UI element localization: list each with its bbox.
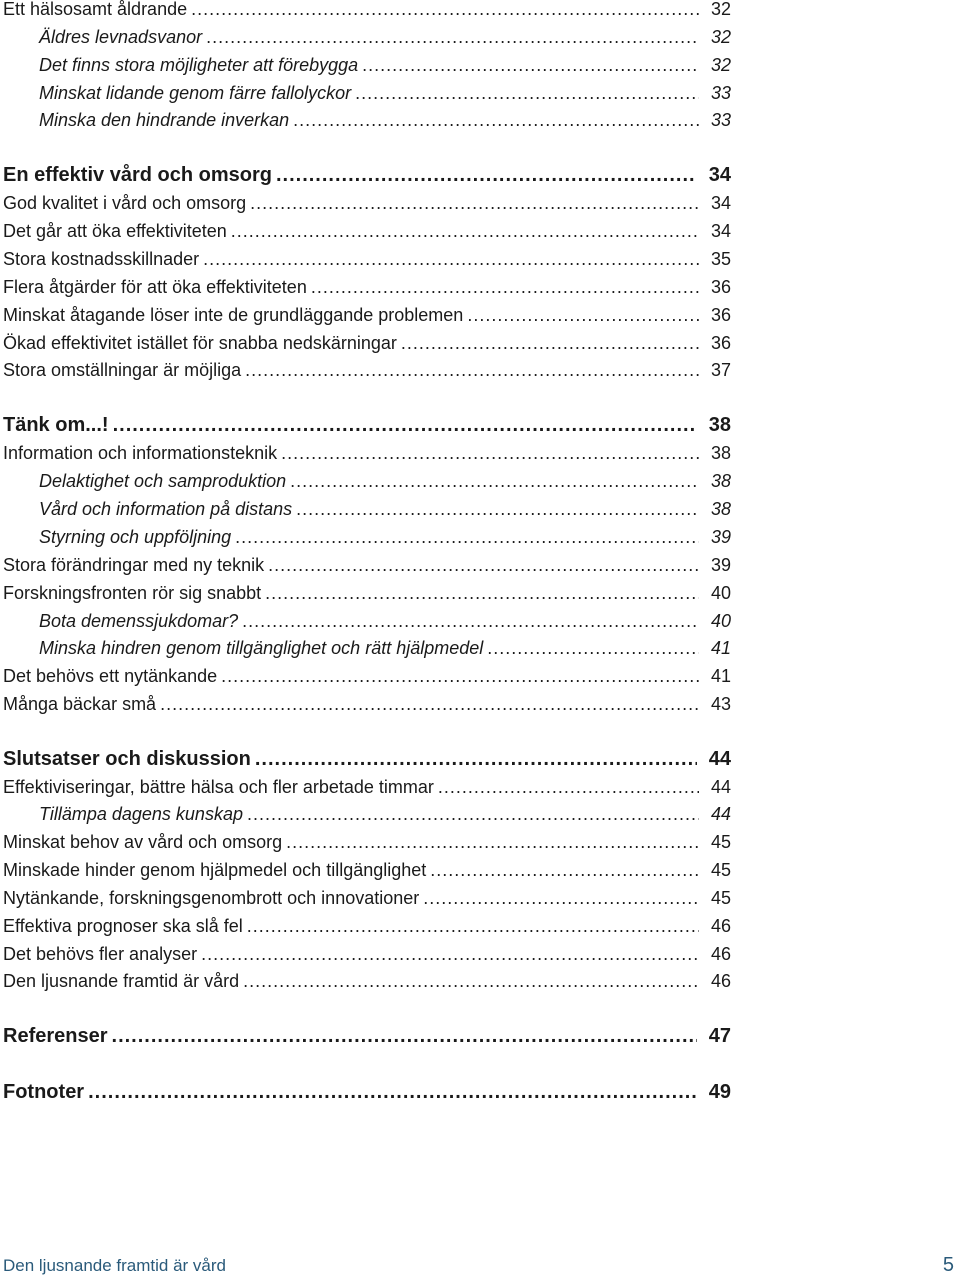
toc-entry[interactable] [3, 468, 731, 494]
toc-entry-page-number: 38 [710, 499, 731, 519]
toc-entry[interactable] [3, 357, 731, 383]
toc-entry-page-number: 34 [708, 164, 731, 186]
toc-entry-title: Information och informationsteknik [3, 443, 278, 463]
toc-entry-title: Styrning och uppföljning [39, 527, 232, 547]
toc-entry[interactable] [3, 774, 731, 800]
dot-leader [438, 774, 699, 800]
dot-leader [221, 663, 699, 689]
toc-entry-title: Fotnoter [3, 1081, 85, 1103]
toc-entry[interactable] [3, 524, 731, 550]
toc-entry[interactable] [3, 218, 731, 244]
toc-entry[interactable] [3, 24, 731, 50]
toc-entry-title: Minska den hindrande inverkan [39, 110, 290, 130]
toc-entry[interactable] [3, 52, 731, 78]
toc-entry-page-number: 33 [710, 110, 731, 130]
dot-leader [250, 190, 699, 216]
dot-leader [286, 829, 699, 855]
toc-entry-page-number: 44 [710, 777, 731, 797]
toc-entry[interactable] [3, 440, 731, 466]
toc-entry-title: Slutsatser och diskussion [3, 748, 251, 770]
dot-leader [265, 580, 699, 606]
toc-entry-page-number: 37 [710, 360, 731, 380]
toc-entry-title: Delaktighet och samproduktion [39, 471, 287, 491]
toc-entry-title: Stora omställningar är möjliga [3, 360, 242, 380]
dot-leader [235, 524, 699, 550]
dot-leader [201, 941, 699, 967]
dot-leader [430, 857, 699, 883]
dot-leader [467, 302, 699, 328]
dot-leader [191, 0, 699, 22]
toc-entry-page-number: 32 [710, 0, 731, 19]
toc-entry[interactable] [3, 691, 731, 717]
toc-entry-title: Effektiviseringar, bättre hälsa och fler arbetade timmar [3, 777, 434, 797]
footer-publication-title: Den ljusnande framtid är vård [3, 1256, 227, 1275]
toc-entry-title: Minskade hinder genom hjälpmedel och tillgänglighet [3, 860, 427, 880]
toc-entry[interactable] [3, 635, 731, 661]
toc-entry-page-number: 47 [708, 1025, 731, 1047]
toc-heading[interactable] [3, 746, 731, 772]
toc-entry-title: Det finns stora möjligheter att förebygga [39, 55, 359, 75]
page-number: 5 [942, 1254, 954, 1276]
toc-entry-page-number: 41 [710, 666, 731, 686]
toc-entry-title: Flera åtgärder för att öka effektiviteten [3, 277, 307, 297]
toc-entry[interactable] [3, 829, 731, 855]
toc-heading[interactable] [3, 1079, 731, 1105]
toc-entry-title: Minskat åtagande löser inte de grundläggande problemen [3, 305, 464, 325]
toc-entry[interactable] [3, 857, 731, 883]
toc-entry[interactable] [3, 885, 731, 911]
toc-entry-page-number: 46 [710, 944, 731, 964]
toc-entry-title: Minskat lidande genom färre fallolyckor [39, 83, 352, 103]
toc-entry[interactable] [3, 913, 731, 939]
dot-leader [112, 1023, 697, 1049]
toc-entry-title: Nytänkande, forskningsgenombrott och innovationer [3, 888, 420, 908]
dot-leader [247, 913, 699, 939]
toc-entry-page-number: 38 [710, 443, 731, 463]
toc-entry[interactable] [3, 190, 731, 216]
toc-entry-title: Äldres levnadsvanor [39, 27, 203, 47]
toc-entry-page-number: 35 [710, 249, 731, 269]
toc-entry-page-number: 40 [710, 583, 731, 603]
toc-entry-title: En effektiv vård och omsorg [3, 164, 272, 186]
toc-entry-page-number: 33 [710, 83, 731, 103]
toc-entry-page-number: 41 [710, 638, 731, 658]
toc-entry-title: Stora kostnadsskillnader [3, 249, 200, 269]
toc-entry-title: Vård och information på distans [39, 499, 293, 519]
toc-entry-page-number: 32 [710, 55, 731, 75]
toc-entry[interactable] [3, 246, 731, 272]
toc-entry-title: Den ljusnande framtid är vård [3, 971, 240, 991]
toc-entry[interactable] [3, 968, 731, 994]
dot-leader [160, 691, 699, 717]
toc-entry[interactable] [3, 107, 731, 133]
dot-leader [206, 24, 699, 50]
toc-entry[interactable] [3, 330, 731, 356]
toc-entry[interactable] [3, 663, 731, 689]
toc-entry-page-number: 38 [710, 471, 731, 491]
toc-entry-title: Det behövs fler analyser [3, 944, 198, 964]
dot-leader [88, 1079, 697, 1105]
toc-entry-title: Det behövs ett nytänkande [3, 666, 218, 686]
toc-entry-page-number: 45 [710, 888, 731, 908]
toc-entry-title: God kvalitet i vård och omsorg [3, 193, 247, 213]
toc-entry[interactable] [3, 80, 731, 106]
toc-entry-page-number: 40 [710, 611, 731, 631]
toc-entry-title: Många bäckar små [3, 694, 157, 714]
toc-entry-title: Ökad effektivitet istället för snabba nedskärningar [3, 333, 397, 353]
toc-heading[interactable] [3, 412, 731, 438]
toc-entry[interactable] [3, 0, 731, 22]
toc-entry-page-number: 34 [710, 221, 731, 241]
dot-leader [487, 635, 699, 661]
dot-leader [247, 801, 699, 827]
dot-leader [245, 357, 699, 383]
toc-entry-page-number: 46 [710, 916, 731, 936]
dot-leader [113, 412, 697, 438]
toc-entry-page-number: 34 [710, 193, 731, 213]
toc-entry-title: Referenser [3, 1025, 108, 1047]
toc-entry-page-number: 38 [708, 414, 731, 436]
toc-entry[interactable] [3, 580, 731, 606]
dot-leader [362, 52, 699, 78]
toc-entry-page-number: 45 [710, 860, 731, 880]
toc-entry-page-number: 36 [710, 305, 731, 325]
toc-entry-title: Tänk om...! [3, 414, 109, 436]
toc-entry-title: Minskat behov av vård och omsorg [3, 832, 283, 852]
toc-entry-page-number: 36 [710, 277, 731, 297]
toc-entry-title: Minska hindren genom tillgänglighet och rätt hjälpmedel [39, 638, 484, 658]
dot-leader [242, 608, 699, 634]
dot-leader [290, 468, 699, 494]
toc-entry-page-number: 44 [710, 804, 731, 824]
dot-leader [243, 968, 699, 994]
toc-entry-title: Det går att öka effektiviteten [3, 221, 227, 241]
toc-entry-title: Ett hälsosamt åldrande [3, 0, 188, 19]
toc-entry[interactable] [3, 496, 731, 522]
toc-entry[interactable] [3, 941, 731, 967]
toc-entry-page-number: 43 [710, 694, 731, 714]
toc-entry-page-number: 39 [710, 555, 731, 575]
dot-leader [293, 107, 699, 133]
toc-entry[interactable] [3, 608, 731, 634]
toc-heading[interactable] [3, 1023, 731, 1049]
dot-leader [423, 885, 699, 911]
toc-entry-page-number: 44 [708, 748, 731, 770]
dot-leader [281, 440, 699, 466]
dot-leader [255, 746, 697, 772]
toc-entry[interactable] [3, 801, 731, 827]
toc-entry-page-number: 36 [710, 333, 731, 353]
dot-leader [231, 218, 699, 244]
toc-entry[interactable] [3, 274, 731, 300]
toc-entry-page-number: 45 [710, 832, 731, 852]
dot-leader [311, 274, 699, 300]
dot-leader [203, 246, 699, 272]
toc-entry-title: Stora förändringar med ny teknik [3, 555, 265, 575]
dot-leader [268, 552, 699, 578]
dot-leader [355, 80, 699, 106]
toc-entry[interactable] [3, 302, 731, 328]
dot-leader [401, 330, 699, 356]
toc-entry[interactable] [3, 552, 731, 578]
toc-entry-page-number: 46 [710, 971, 731, 991]
toc-entry-title: Bota demenssjukdomar? [39, 611, 239, 631]
dot-leader [276, 162, 697, 188]
toc-entry-page-number: 32 [710, 27, 731, 47]
toc-entry-title: Forskningsfronten rör sig snabbt [3, 583, 262, 603]
dot-leader [296, 496, 699, 522]
toc-entry-page-number: 39 [710, 527, 731, 547]
toc-entry-title: Tillämpa dagens kunskap [39, 804, 243, 824]
toc-entry-title: Effektiva prognoser ska slå fel [3, 916, 243, 936]
toc-entry-page-number: 49 [708, 1081, 731, 1103]
toc-heading[interactable] [3, 162, 731, 188]
